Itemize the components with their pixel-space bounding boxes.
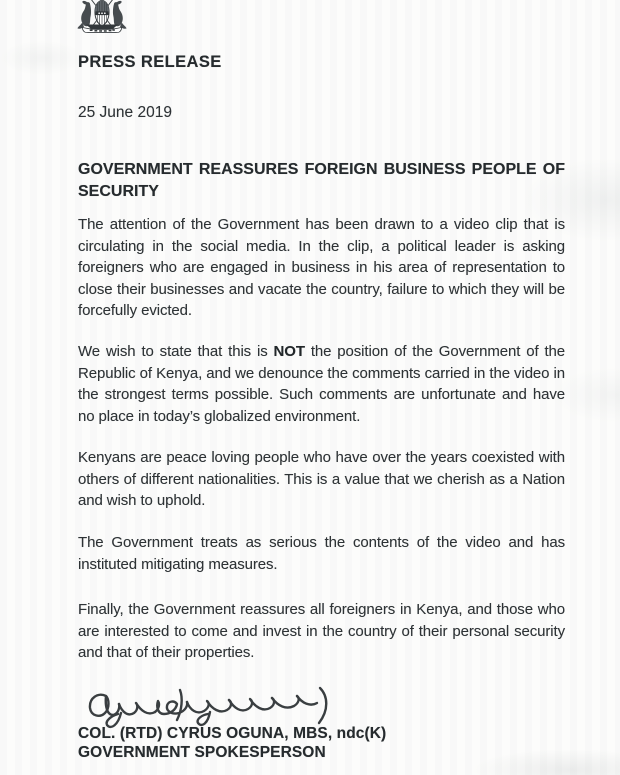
press-release-heading: PRESS RELEASE (78, 53, 222, 71)
document-title (78, 159, 565, 203)
paragraph-not-position (78, 341, 565, 427)
document-title-line2: SECURITY (78, 183, 159, 200)
signatory-role: GOVERNMENT SPOKESPERSON (78, 744, 326, 761)
paragraph-2-text-pre: We wish to state that this is (78, 343, 274, 360)
paragraph-peace-loving: Kenyans are peace loving people who have over the years coexisted with others of different nationalities. This is a value that we cherish as a Nation and wish to uphold. (78, 449, 565, 509)
paragraph-mitigating-measures: The Government treats as serious the contents of the video and has instituted mitigating measures. (78, 534, 565, 573)
paragraph-2-text-post: the position of the Government of the Republic of Kenya, and we denounce the comments carried in the video in the strongest terms possible. Such comments are unfortunate and have no place in today’s globalized environment. (78, 343, 565, 425)
kenya-coat-of-arms-icon (73, 0, 131, 34)
paragraph-video-clip: The attention of the Government has been drawn to a video clip that is circulating in the social media. In the clip, a political leader is asking foreigners who are engaged in business in his area of representation to close their businesses and vacate the country, failure to which they will be forcefully evicted. (78, 216, 565, 319)
date-line: 25 June 2019 (78, 104, 172, 121)
signatory-name: COL. (RTD) CYRUS OGUNA, MBS, ndc(K) (78, 725, 387, 742)
not-emphasis: NOT (273, 343, 305, 360)
paragraph-reassurance: Finally, the Government reassures all foreigners in Kenya, and those who are interested to come and invest in the country of their personal security and that of their properties. (78, 601, 565, 661)
document-title-line1: GOVERNMENT REASSURES FOREIGN BUSINESS PEOPLE OF (78, 161, 565, 178)
